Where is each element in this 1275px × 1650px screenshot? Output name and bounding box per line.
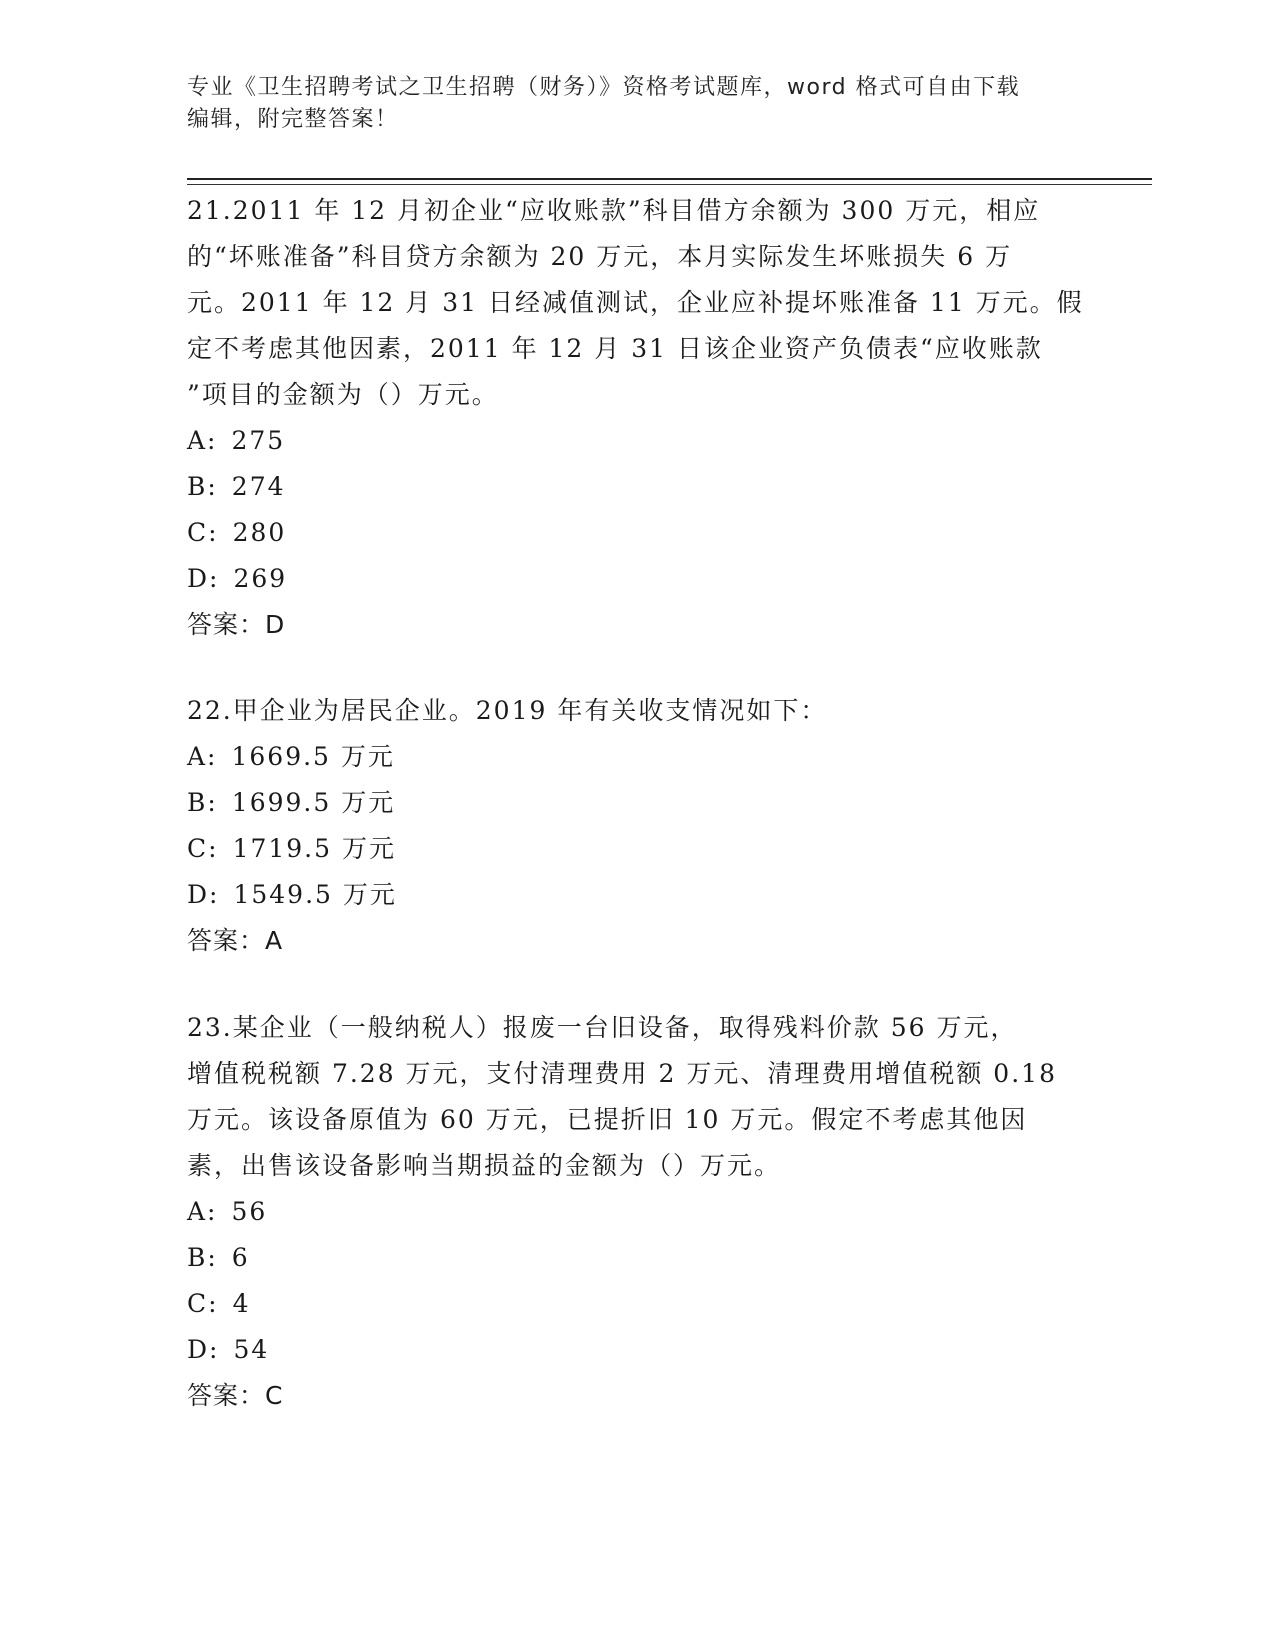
answer-line: 答案：C [187, 1381, 284, 1410]
option-key: C: [187, 834, 219, 863]
option-text: 4 [232, 1289, 251, 1318]
option-text: 280 [232, 518, 287, 547]
question-stem-line: 元。2011 年 12 月 31 日经减值测试，企业应补提坏账准备 11 万元。假 [187, 288, 1084, 317]
option-a [187, 418, 1087, 464]
option-key: A: [187, 1197, 218, 1226]
header-divider-thick [187, 178, 1152, 180]
option-text: 1669.5 万元 [231, 742, 395, 771]
question-stem-line: 增值税税额 7.28 万元，支付清理费用 2 万元、清理费用增值税额 0.18 [187, 1059, 1057, 1088]
option-c [187, 510, 1087, 556]
option-d [187, 1327, 1087, 1373]
option-b [187, 464, 1087, 510]
option-text: 1719.5 万元 [232, 834, 396, 863]
header-line-1: 专业《卫生招聘考试之卫生招聘（财务）》资格考试题库，word 格式可自由下载 [187, 75, 1021, 100]
option-text: 54 [233, 1335, 270, 1364]
question-21 [187, 188, 1087, 648]
option-key: C: [187, 518, 219, 547]
question-stem-line: 的“坏账准备”科目贷方余额为 20 万元，本月实际发生坏账损失 6 万 [187, 242, 1013, 271]
option-text: 56 [231, 1197, 268, 1226]
option-key: A: [187, 742, 218, 771]
option-text: 1699.5 万元 [231, 788, 396, 817]
option-key: B: [187, 1243, 218, 1272]
question-stem-line: 万元。该设备原值为 60 万元，已提折旧 10 万元。假定不考虑其他因 [187, 1105, 1028, 1134]
question-stem-line: 23.某企业（一般纳税人）报废一台旧设备，取得残料价款 56 万元， [187, 1013, 1018, 1042]
header-line-2: 编辑，附完整答案！ [187, 107, 399, 132]
option-text: 6 [231, 1243, 250, 1272]
header-divider-thin [187, 184, 1152, 185]
option-key: A: [187, 426, 218, 455]
option-key: C: [187, 1289, 219, 1318]
question-stem-line: 素，出售该设备影响当期损益的金额为（）万元。 [187, 1151, 782, 1180]
option-a [187, 1189, 1087, 1235]
option-text: 269 [233, 564, 288, 593]
option-key: D: [187, 880, 220, 909]
answer-line: 答案：D [187, 610, 286, 639]
option-b [187, 780, 1087, 826]
option-key: D: [187, 564, 220, 593]
option-key: B: [187, 472, 218, 501]
option-a [187, 734, 1087, 780]
option-key: D: [187, 1335, 220, 1364]
question-stem-line: 21.2011 年 12 月初企业“应收账款”科目借方余额为 300 万元，相应 [187, 196, 1041, 225]
answer-line: 答案：A [187, 926, 284, 955]
option-text: 1549.5 万元 [233, 880, 397, 909]
question-22 [187, 688, 1087, 964]
option-d [187, 872, 1087, 918]
option-key: B: [187, 788, 218, 817]
option-text: 274 [231, 472, 286, 501]
option-c [187, 1281, 1087, 1327]
question-stem-line: 22.甲企业为居民企业。2019 年有关收支情况如下： [187, 696, 828, 725]
option-b [187, 1235, 1087, 1281]
option-text: 275 [231, 426, 286, 455]
option-d [187, 556, 1087, 602]
question-23 [187, 1005, 1087, 1419]
option-c [187, 826, 1087, 872]
document-header [187, 72, 1087, 136]
question-stem-line: ”项目的金额为（）万元。 [187, 380, 499, 409]
question-stem-line: 定不考虑其他因素，2011 年 12 月 31 日该企业资产负债表“应收账款 [187, 334, 1043, 363]
